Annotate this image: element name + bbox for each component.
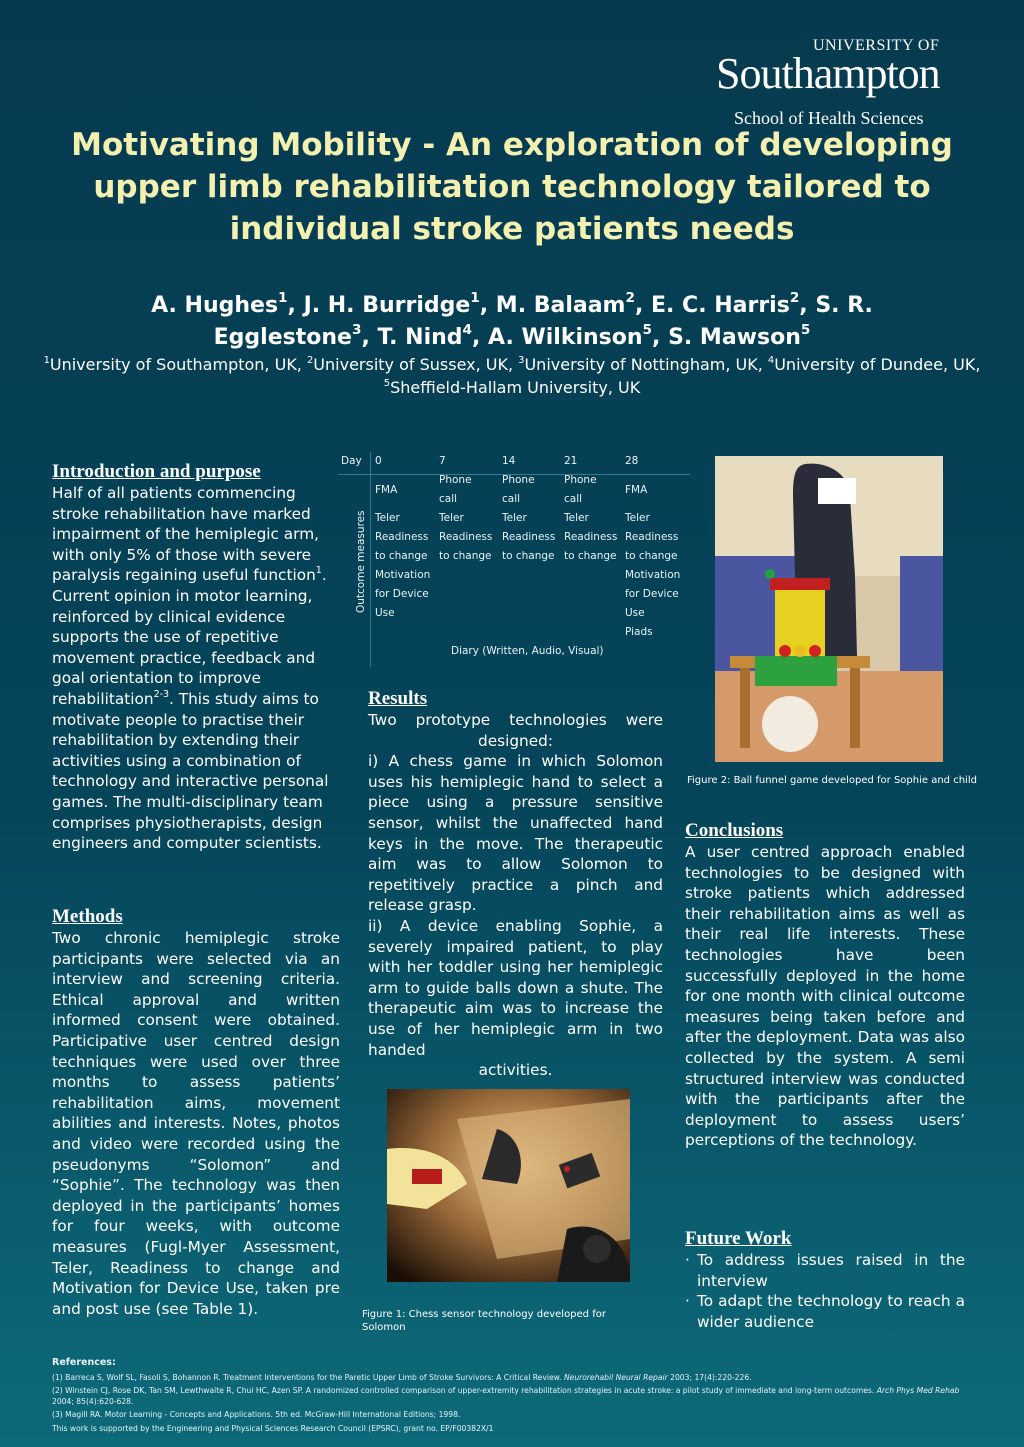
figure-1-caption: Figure 1: Chess sensor technology developed for Solomon [362, 1309, 606, 1333]
author: J. H. Burridge [303, 293, 471, 318]
author-sup: 3 [351, 322, 362, 339]
author: A. Hughes [151, 293, 279, 318]
affiliation: Sheffield-Hallam University, UK [390, 378, 641, 397]
author-list [40, 290, 984, 354]
university-logo [716, 38, 966, 128]
table-cell: Use [375, 607, 395, 619]
intro-section [52, 461, 342, 854]
author-sup: 5 [642, 322, 653, 339]
table-cell: Readiness [625, 531, 679, 543]
author: S. R. [815, 293, 873, 318]
table-cell: to change [625, 550, 678, 562]
results-item-2-end: activities. [478, 1061, 553, 1080]
author-line-1: A. Hughes$^1$, J. H. Burridge$^1$, M. Balaam$^2$, E. C. Harris$^2$, S. R. [151, 290, 873, 318]
author-sup: 4 [462, 322, 472, 339]
references-heading: References: [52, 1357, 116, 1368]
table-cell: Teler [625, 512, 650, 524]
reference-1 [52, 1373, 982, 1384]
table-cell: Teler [375, 512, 400, 524]
affil-sup: 2 [306, 354, 314, 366]
table-cell: to change [502, 550, 555, 562]
ball-funnel-image [715, 456, 943, 762]
affiliation: University of Sussex, UK, [313, 355, 519, 374]
future-work-list [685, 1250, 965, 1332]
table-cell: for Device [625, 588, 679, 600]
affiliation: University of Dundee, UK, [774, 355, 981, 374]
table-cell: FMA [625, 484, 648, 496]
affil-sup: 3 [518, 354, 525, 366]
reference-1-end: 2003; 17(4):220-226. [667, 1372, 752, 1382]
table-divider [370, 452, 371, 667]
table-day: 28 [625, 455, 639, 467]
affiliation: University of Nottingham, UK, [524, 355, 768, 374]
table-day-label: Day [341, 455, 362, 467]
poster-title: Motivating Mobility - An exploration of developing upper limb rehabilitation technology tailored to individual stroke patients needs [71, 127, 953, 247]
results-intro: Two prototype technologies were designed: [368, 711, 663, 750]
affiliations [40, 353, 984, 399]
author: A. Wilkinson [488, 325, 643, 350]
methods-section [52, 906, 340, 1319]
table-cell: Phone [439, 474, 472, 486]
table-cell: Readiness [502, 531, 556, 543]
intro-heading: Introduction and purpose [52, 461, 261, 482]
table-side-label: Outcome measures [355, 510, 367, 613]
figure-2-caption: Figure 2: Ball funnel game developed for Sophie and child [687, 775, 977, 786]
future-work-heading: Future Work [685, 1228, 792, 1249]
methods-text: Two chronic hemiplegic stroke participants were selected via an interview and screening criteria. Ethical approval and written informed consent were obtained. Participative user centred design techniques were used over three months to assess patients’ rehabilitation aims, movement abilities and interests. Notes, photos and video were recorded using the pseudonyms “Solomon” and “Sophie”. The technology was then deployed in the participants’ homes for four weeks, with outcome measures (Fugl-Myer Assessment, Teler, Readiness to change and Motivation for Device Use, taken pre and post use (see Table 1). [52, 929, 340, 1318]
intro-text-2: . Current opinion in motor learning, reinforced by clinical evidence supports the use of repetitive movement practice, feedback and goal orientation to improve rehabilitation [52, 566, 327, 708]
intro-sup-2: 2-3 [153, 688, 170, 700]
table-cell: Readiness [564, 531, 618, 543]
affil-sup: 1 [43, 354, 50, 366]
author-line-2: Egglestone$^3$, T. Nind$^4$, A. Wilkinson$^5$, S. Mawson$^5$ [213, 322, 811, 350]
table-cell: Phone [564, 474, 597, 486]
table-cell: for Device [375, 588, 429, 600]
table-cell: Teler [502, 512, 527, 524]
outcome-measures-table [338, 452, 690, 672]
table-cell: call [439, 493, 458, 505]
intro-sup-1: 1 [315, 565, 322, 577]
table-day: 0 [375, 455, 382, 467]
author-sup: 5 [800, 322, 811, 339]
logo-university-label: UNIVERSITY OF [813, 37, 940, 54]
affiliation: University of Southampton, UK, [49, 355, 307, 374]
results-heading: Results [368, 688, 428, 709]
reference-2 [52, 1386, 982, 1407]
future-work-section [685, 1228, 965, 1332]
author: E. C. Harris [651, 293, 790, 318]
affil-sup: 5 [383, 377, 391, 389]
conclusions-text: A user centred approach enabled technologies to be designed with stroke patients which addressed their rehabilitation aims as well as their real life interests. These technologies have been successfully deployed in the home for one month with clinical outcome measures being taken before and after the deployment. Data was also collected by the system. A semi structured interview was conducted with the participants after the deployment to assess users’ perceptions of the technology. [685, 843, 965, 1150]
reference-2-end: 2004; 85(4):620-628. [52, 1396, 134, 1406]
table-footer: Diary (Written, Audio, Visual) [451, 645, 604, 657]
results-item-2: ii) A device enabling Sophie, a severely impaired patient, to play with her toddler using her hemiplegic arm to guide balls down a shute. The therapeutic aim was to increase the use of her hemiplegic arm in two handed [368, 916, 663, 1059]
table-cell: to change [564, 550, 617, 562]
figure-2-photo [715, 456, 943, 762]
table-cell: Teler [564, 512, 589, 524]
figure-1-photo [387, 1089, 630, 1282]
author: S. Mawson [668, 325, 801, 350]
reference-2-journal: Arch Phys Med Rehab [876, 1386, 960, 1395]
references [52, 1358, 982, 1437]
table-cell: call [564, 493, 583, 505]
table-cell: FMA [375, 484, 398, 496]
author-sup: 2 [625, 290, 635, 307]
future-work-item: · To address issues raised in the interview [685, 1250, 965, 1291]
conclusions-section [685, 820, 965, 1151]
methods-heading: Methods [52, 906, 123, 927]
author: M. Balaam [495, 293, 626, 318]
table-cell: Motivation [625, 569, 681, 581]
table-day: 21 [564, 455, 578, 467]
reference-1-journal: Neurorehabil Neural Repair [563, 1372, 668, 1382]
table-cell: call [502, 493, 521, 505]
table-cell: Phone [502, 474, 535, 486]
results-item-1: i) A chess game in which Solomon uses his hemiplegic hand to select a piece using a pressure sensitive sensor, whilst the unaffected hand keys in the move. The therapeutic aim was to allow Solomon to repetitively practice a pinch and release grasp. [368, 752, 663, 915]
future-work-item: · To adapt the technology to reach a wider audience [685, 1291, 965, 1332]
author-sup: 2 [789, 290, 800, 307]
affil-sup: 4 [767, 354, 775, 366]
logo-name: Southampton [716, 49, 940, 98]
table-cell: to change [439, 550, 492, 562]
reference-2-text: (2) Winstein CJ, Rose DK, Tan SM, Lewthwaite R, Chui HC, Azen SP. A randomized controlled comparison of upper-extremity rehabilitation strategies in acute stroke: a pilot study of immediate and long-term outcomes. [52, 1386, 877, 1395]
intro-text-3: . This study aims to motivate people to practise their rehabilitation by extending their activities using a combination of technology and interactive personal games. The multi-disciplinary team comprises physiotherapists, design engineers and computer scientists. [52, 689, 329, 853]
author-sup: 1 [470, 290, 480, 307]
author: T. Nind [377, 325, 463, 350]
reference-1-text: (1) Barreca S, Wolf SL, Fasoli S, Bohannon R. Treatment Interventions for the Paretic Upper Limb of Stroke Survivors: A Critical Review. [52, 1372, 564, 1382]
funding-note: This work is supported by the Engineering and Physical Sciences Research Council (EPSRC), grant no. EP/F00382X/1 [52, 1423, 494, 1433]
table-cell: Readiness [375, 531, 429, 543]
author: Egglestone [213, 325, 352, 350]
table-cell: Teler [439, 512, 464, 524]
table-day: 14 [502, 455, 516, 467]
conclusions-heading: Conclusions [685, 820, 784, 841]
reference-3: (3) Magill RA. Motor Learning - Concepts and Applications. 5th ed. McGraw-Hill International Editions; 1998. [52, 1410, 461, 1419]
table-day: 7 [439, 455, 446, 467]
intro-text [52, 483, 342, 854]
table-cell: Piads [625, 626, 653, 638]
results-section [368, 688, 663, 1081]
chess-sensor-image [387, 1089, 630, 1282]
table-cell: Motivation [375, 569, 431, 581]
table-cell: Readiness [439, 531, 493, 543]
intro-text-1: Half of all patients commencing stroke rehabilitation have marked impairment of the hemiplegic arm, with only 5% of those with severe paralysis regaining useful function [52, 484, 319, 585]
author-sup: 1 [278, 290, 288, 307]
table-cell: to change [375, 550, 428, 562]
table-cell: Use [625, 607, 645, 619]
logo-school: School of Health Sciences [734, 108, 924, 128]
